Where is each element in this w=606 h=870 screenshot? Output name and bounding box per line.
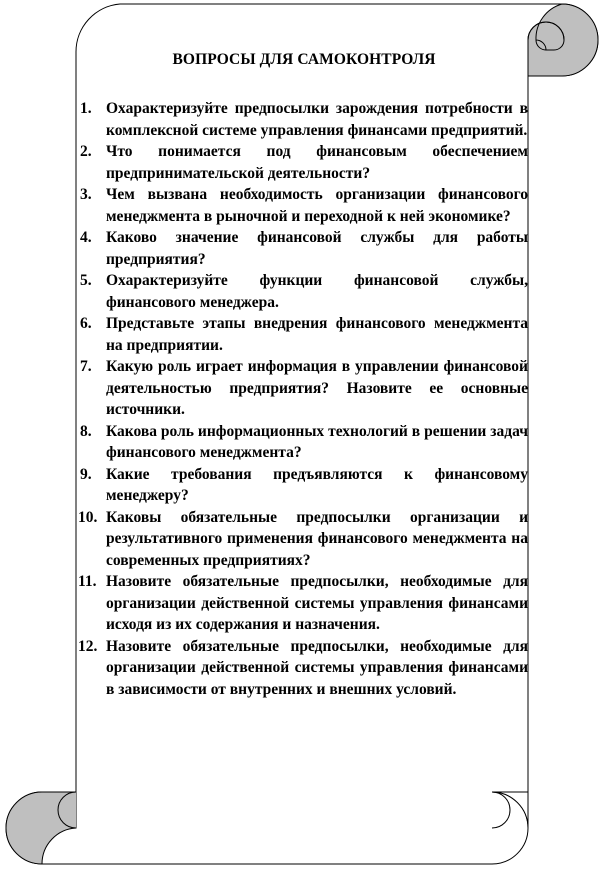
item-number: 11.: [78, 573, 97, 590]
item-text: Какова роль информационных технологий в решении задач финансового менеджмента?: [106, 422, 528, 461]
list-item: [80, 356, 528, 421]
list-item: [80, 421, 528, 464]
item-text: Какие требования предъявляются к финансовому менеджеру?: [106, 465, 528, 504]
item-number: 12.: [78, 637, 98, 655]
item-number: 5.: [80, 272, 92, 289]
list-item: [80, 313, 528, 356]
item-text: Чем вызвана необходимость организации финансового менеджмента в рыночной и переходной к ней экономике?: [106, 186, 528, 225]
questions-list: [80, 98, 528, 700]
list-item: [80, 507, 528, 572]
item-number: 7.: [80, 358, 92, 375]
item-text: Охарактеризуйте предпосылки зарождения потребности в комплексной системе управления финансами предприятий.: [106, 100, 528, 139]
list-item: [80, 571, 528, 636]
list-item: [80, 636, 528, 701]
item-number: 6.: [80, 315, 92, 332]
item-number: 2.: [80, 143, 92, 160]
item-number: 1.: [80, 100, 92, 117]
list-item: [80, 141, 528, 184]
list-item: [80, 464, 528, 507]
item-text: Какую роль играет информация в управлении финансовой деятельностью предприятия? Назовите ее основные источники.: [106, 358, 528, 418]
item-number: 8.: [80, 422, 92, 440]
list-item: [80, 227, 528, 270]
item-number: 9.: [80, 465, 92, 483]
item-text: Назовите обязательные предпосылки, необходимые для организации действенной системы управления финансами в зависимости от внутренних и внешних условий.: [106, 637, 528, 698]
item-text: Что понимается под финансовым обеспечением предпринимательской деятельности?: [106, 143, 528, 182]
item-number: 10.: [78, 508, 98, 526]
item-text: Каковы обязательные предпосылки организации и результативного применения финансового менеджмента на современных предприятиях?: [106, 508, 528, 569]
item-number: 4.: [80, 229, 92, 246]
item-text: Назовите обязательные предпосылки, необходимые для организации действенной системы управления финансами исходя из их содержания и назначения.: [106, 573, 528, 633]
item-number: 3.: [80, 186, 92, 203]
list-item: [80, 184, 528, 227]
item-text: Охарактеризуйте функции финансовой службы, финансового менеджера.: [106, 272, 528, 311]
item-text: Каково значение финансовой службы для работы предприятия?: [106, 229, 528, 268]
page-title: ВОПРОСЫ ДЛЯ САМОКОНТРОЛЯ: [172, 51, 436, 68]
list-item: [80, 270, 528, 313]
scroll-content: [80, 50, 528, 700]
list-item: [80, 98, 528, 141]
item-text: Представьте этапы внедрения финансового менеджмента на предприятии.: [106, 315, 528, 354]
